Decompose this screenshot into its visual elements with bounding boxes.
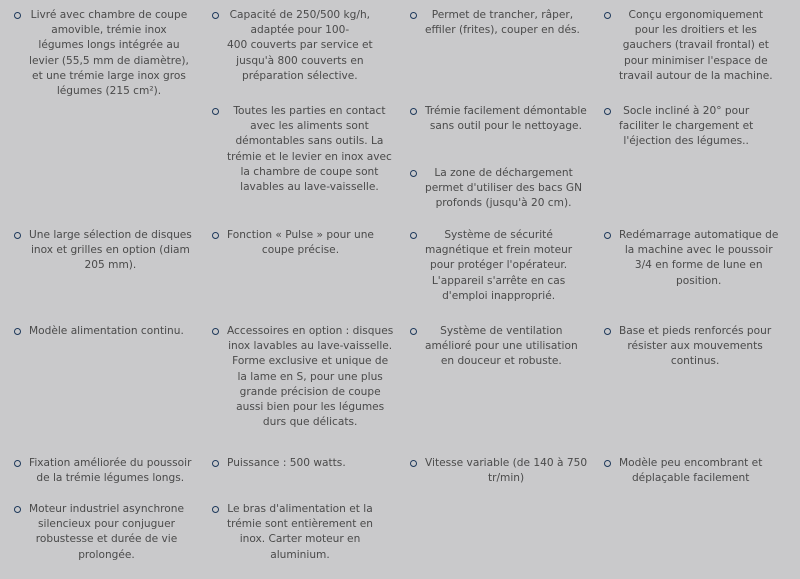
feature-item xyxy=(14,324,184,339)
feature-text: Moteur industriel asynchrone silencieux pour conjuguer robustesse et durée de vie prolongée. xyxy=(29,503,184,561)
feature-item xyxy=(14,456,191,486)
bullet-circle-icon xyxy=(410,328,417,335)
feature-text: Toutes les parties en contact avec les aliments sont démontables sans outils. La trémie et le levier en inox avec la chambre de coupe sont lavables au lave-vaisselle. xyxy=(227,105,392,194)
feature-item xyxy=(14,228,192,274)
feature-text: Permet de trancher, râper, effiler (frites), couper en dés. xyxy=(425,9,580,37)
bullet-circle-icon xyxy=(604,12,611,19)
feature-item xyxy=(410,8,580,38)
feature-text: Accessoires en option : disques inox lavables au lave-vaisselle. Forme exclusive et unique de la lame en S, pour une plus grande précision de coupe aussi bien pour les légumes durs que délicats. xyxy=(227,325,394,429)
bullet-circle-icon xyxy=(604,108,611,115)
bullet-circle-icon xyxy=(14,328,21,335)
bullet-circle-icon xyxy=(604,460,611,467)
feature-item xyxy=(604,228,778,289)
bullet-circle-icon xyxy=(212,506,219,513)
feature-item xyxy=(604,324,771,370)
feature-item xyxy=(14,8,189,99)
feature-text: Puissance : 500 watts. xyxy=(227,457,346,469)
feature-text: La zone de déchargement permet d'utiliser des bacs GN profonds (jusqu'à 20 cm). xyxy=(425,167,583,210)
feature-text: Trémie facilement démontable sans outil pour le nettoyage. xyxy=(425,105,587,133)
bullet-circle-icon xyxy=(14,460,21,467)
feature-text: Conçu ergonomiquement pour les droitiers et les gauchers (travail frontal) et pour minimiser l'espace de travail autour de la machine. xyxy=(619,9,773,82)
bullet-circle-icon xyxy=(212,232,219,239)
bullet-circle-icon xyxy=(212,12,219,19)
feature-item xyxy=(212,502,373,563)
feature-text: Le bras d'alimentation et la trémie sont entièrement en inox. Carter moteur en aluminium. xyxy=(227,503,373,561)
feature-text: Socle incliné à 20° pour faciliter le chargement et l'éjection des légumes.. xyxy=(619,105,754,148)
feature-item xyxy=(410,456,587,486)
feature-item xyxy=(604,8,773,84)
feature-text: Une large sélection de disques inox et grilles en option (diam 205 mm). xyxy=(29,229,192,272)
bullet-circle-icon xyxy=(410,12,417,19)
bullet-circle-icon xyxy=(212,460,219,467)
feature-item xyxy=(212,8,373,84)
feature-text: Redémarrage automatique de la machine avec le poussoir 3/4 en forme de lune en position. xyxy=(619,229,779,287)
feature-text: Capacité de 250/500 kg/h, adaptée pour 100- 400 couverts par service et jusqu'à 800 couverts en préparation sélective. xyxy=(227,9,373,82)
feature-item xyxy=(212,104,392,195)
feature-item xyxy=(14,502,184,563)
feature-text: Fixation améliorée du poussoir de la trémie légumes longs. xyxy=(29,457,192,485)
bullet-circle-icon xyxy=(410,108,417,115)
feature-text: Fonction « Pulse » pour une coupe précise. xyxy=(227,229,374,257)
feature-text: Système de sécurité magnétique et frein moteur pour protéger l'opérateur. L'appareil s'arrête en cas d'emploi inapproprié. xyxy=(425,229,573,302)
bullet-circle-icon xyxy=(410,460,417,467)
bullet-circle-icon xyxy=(212,328,219,335)
bullet-circle-icon xyxy=(410,170,417,177)
bullet-circle-icon xyxy=(14,232,21,239)
feature-item xyxy=(212,228,374,258)
feature-text: Base et pieds renforcés pour résister aux mouvements continus. xyxy=(619,325,772,368)
bullet-circle-icon xyxy=(14,506,21,513)
feature-text: Modèle alimentation continu. xyxy=(29,325,184,337)
feature-item xyxy=(410,166,582,212)
feature-item xyxy=(410,104,587,134)
bullet-circle-icon xyxy=(14,12,21,19)
feature-text: Système de ventilation amélioré pour une utilisation en douceur et robuste. xyxy=(425,325,578,368)
feature-item xyxy=(212,456,346,471)
feature-text: Vitesse variable (de 140 à 750 tr/min) xyxy=(425,457,588,485)
bullet-circle-icon xyxy=(604,328,611,335)
bullet-circle-icon xyxy=(604,232,611,239)
feature-item xyxy=(410,324,578,370)
feature-text: Livré avec chambre de coupe amovible, trémie inox légumes longs intégrée au levier (55,5 mm de diamètre), et une trémie large inox gros légumes (215 cm²). xyxy=(29,9,189,98)
feature-item xyxy=(604,456,762,486)
feature-item xyxy=(410,228,572,304)
feature-text: Modèle peu encombrant et déplaçable facilement xyxy=(619,457,763,485)
bullet-circle-icon xyxy=(212,108,219,115)
feature-item xyxy=(604,104,753,150)
bullet-circle-icon xyxy=(410,232,417,239)
feature-item xyxy=(212,324,393,430)
